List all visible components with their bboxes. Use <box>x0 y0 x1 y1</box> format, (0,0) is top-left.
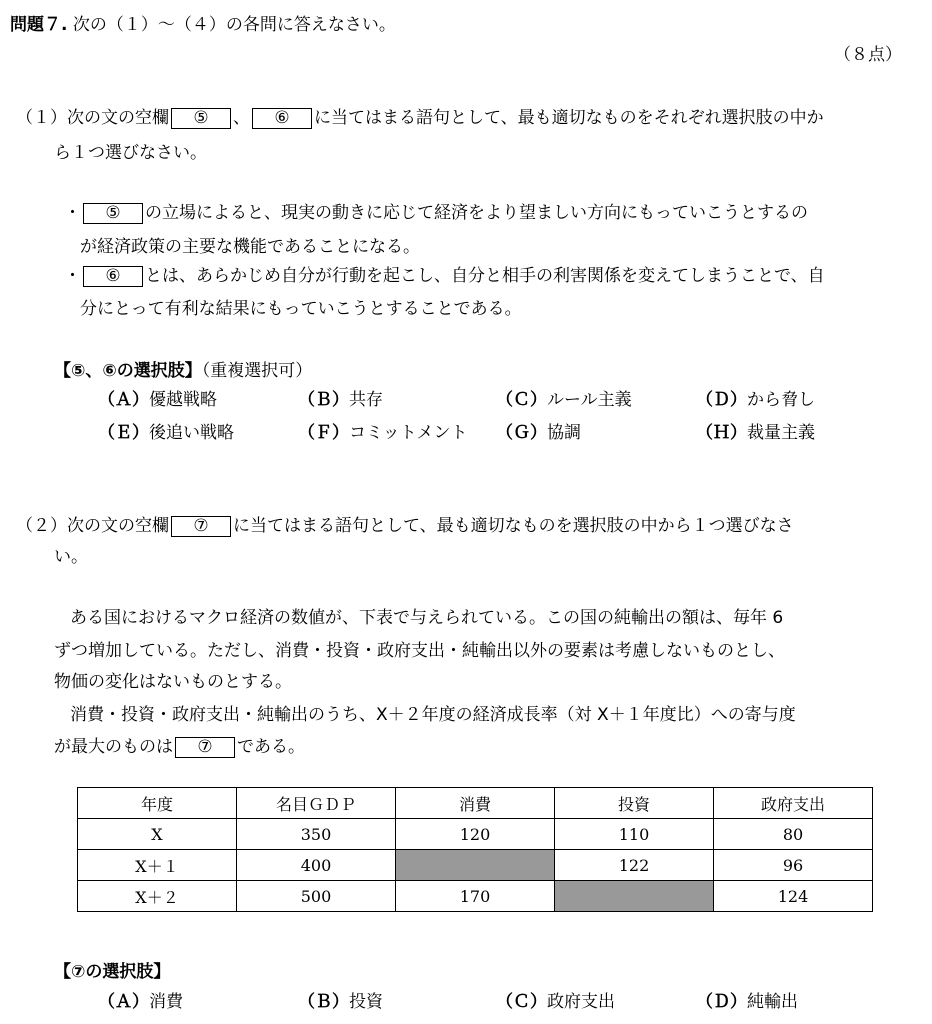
question-instruction: 次の（１）～（４）の各問に答えなさい。 <box>72 15 396 35</box>
table-cell: X＋１ <box>78 850 237 881</box>
q1-choices-heading <box>54 356 312 381</box>
gdp-table <box>77 787 873 912</box>
q2-para1-line1: ある国におけるマクロ経済の数値が、下表で与えられている。この国の純輸出の額は、毎年 6 <box>70 608 784 628</box>
choices-note: （重複選択可） <box>201 361 313 381</box>
table-cell: 80 <box>714 819 873 850</box>
q1-choice-f: （Ｆ）コミットメント <box>298 423 468 443</box>
table-cell: 400 <box>237 850 396 881</box>
bullet-text: とは、あらかじめ自分が行動を起こし、自分と相手の利害関係を変えてしまうことで、自 <box>145 266 825 286</box>
q2-choice-a: （Ａ）消費 <box>98 992 183 1012</box>
points-label: （８点） <box>834 45 902 65</box>
question-number: 問題７. <box>10 15 68 35</box>
table-cell-shaded <box>396 850 555 881</box>
q2-choice-d: （Ｄ）純輸出 <box>696 992 798 1012</box>
q1-choice-h: （Ｈ）裁量主義 <box>696 423 815 443</box>
table-cell: 120 <box>396 819 555 850</box>
table-cell: 350 <box>237 819 396 850</box>
q1-choice-e: （Ｅ）後追い戦略 <box>98 423 234 443</box>
q2-suffix: に当てはまる語句として、最も適切なものを選択肢の中から１つ選びなさ <box>233 516 794 536</box>
bullet-text: の立場によると、現実の動きに応じて経済をより望ましい方向にもっていこうとするの <box>145 203 808 223</box>
table-cell: X <box>78 819 237 850</box>
question-header <box>10 10 396 35</box>
table-row <box>78 819 873 850</box>
table-cell: 170 <box>396 881 555 912</box>
table-cell: 96 <box>714 850 873 881</box>
q2-prefix: （２）次の文の空欄 <box>16 516 169 536</box>
q1-choice-c: （Ｃ）ルール主義 <box>496 390 632 410</box>
q2-choices-heading: 【⑦の選択肢】 <box>54 962 171 982</box>
table-header: 消費 <box>396 788 555 819</box>
table-header-row <box>78 788 873 819</box>
table-row <box>78 881 873 912</box>
bullet-mark: ・ <box>64 203 81 223</box>
table-cell: 500 <box>237 881 396 912</box>
table-header: 年度 <box>78 788 237 819</box>
q1-suffix: に当てはまる語句として、最も適切なものをそれぞれ選択肢の中か <box>314 108 824 128</box>
q1-prefix: （１）次の文の空欄 <box>16 108 169 128</box>
q2-choice-b: （Ｂ）投資 <box>298 992 383 1012</box>
table-cell: 122 <box>555 850 714 881</box>
blank-5-box: ⑤ <box>83 203 143 224</box>
q1-choice-a: （Ａ）優越戦略 <box>98 390 217 410</box>
q1-bullet-1-cont: が経済政策の主要な機能であることになる。 <box>80 237 420 257</box>
blank-5-box: ⑤ <box>171 108 231 129</box>
q2-para2-line1: 消費・投資・政府支出・純輸出のうち、X＋２年度の経済成長率（対 X＋１年度比）への寄与度 <box>70 705 796 725</box>
blank-7-box: ⑦ <box>171 516 231 537</box>
choices-heading: 【⑤、⑥の選択肢】 <box>54 361 202 381</box>
q1-bullet-2-cont: 分にとって有利な結果にもっていこうとすることである。 <box>80 299 522 319</box>
table-cell: 124 <box>714 881 873 912</box>
q1-choice-b: （Ｂ）共存 <box>298 390 383 410</box>
q2-line2: い。 <box>54 547 88 567</box>
q1-line2: ら１つ選びなさい。 <box>54 143 207 163</box>
q1-bullet-1 <box>64 198 808 224</box>
q2-para1-line3: 物価の変化はないものとする。 <box>54 672 292 692</box>
q1-separator: 、 <box>233 108 250 128</box>
q2-para1-line2: ずつ増加している。ただし、消費・投資・政府支出・純輸出以外の要素は考慮しないものとし、 <box>54 641 785 661</box>
blank-6-box: ⑥ <box>83 266 143 287</box>
table-header: 投資 <box>555 788 714 819</box>
table-cell: X＋２ <box>78 881 237 912</box>
table-header: 名目ＧＤＰ <box>237 788 396 819</box>
table-cell: 110 <box>555 819 714 850</box>
q2-line1 <box>16 511 794 537</box>
bullet-mark: ・ <box>64 266 81 286</box>
q1-line1 <box>16 103 824 129</box>
table-row <box>78 850 873 881</box>
q2-choice-c: （Ｃ）政府支出 <box>496 992 615 1012</box>
blank-6-box: ⑥ <box>252 108 312 129</box>
q1-choice-d: （Ｄ）から脅し <box>696 390 815 410</box>
blank-7-box: ⑦ <box>175 737 235 758</box>
table-cell-shaded <box>555 881 714 912</box>
q1-bullet-2 <box>64 261 825 287</box>
q2-para2-line2: が最大のものは ⑦ である。 <box>54 736 305 757</box>
q1-choice-g: （Ｇ）協調 <box>496 423 581 443</box>
table-header: 政府支出 <box>714 788 873 819</box>
